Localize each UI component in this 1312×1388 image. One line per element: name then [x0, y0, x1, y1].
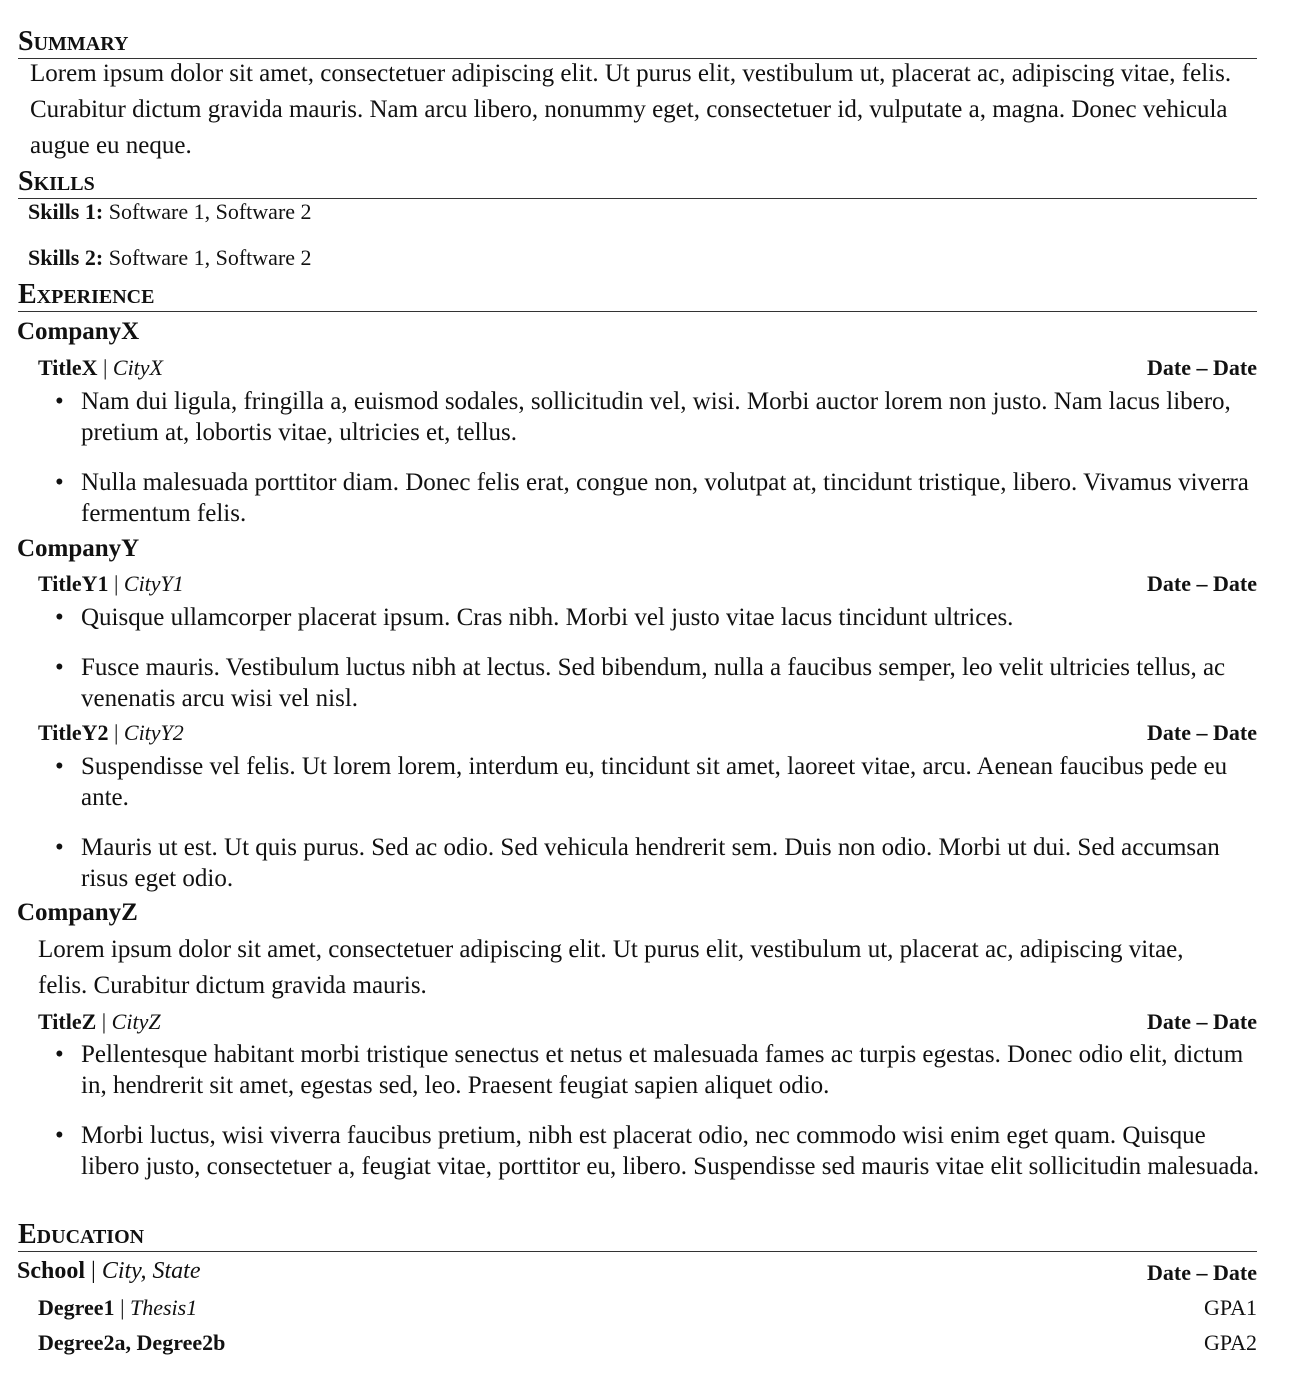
- skills-heading: Skills: [18, 168, 1257, 199]
- role-title: TitleY2: [38, 720, 109, 745]
- bullet-item: [55, 751, 1260, 813]
- bullet-text: Suspendisse vel felis. Ut lorem lorem, interdum eu, tincidunt sit amet, laoreet vitae, arcu. Aenean faucibus pede eu ante.: [81, 753, 1228, 811]
- summary-text: Lorem ipsum dolor sit amet, consectetuer adipiscing elit. Ut purus elit, vestibulum ut, placerat ac, adipiscing vitae, felis. Curabitur dictum gravida mauris. Nam arcu libero, nonummy eget, consectetuer id, vulputate a, magna. Donec vehicula augue eu neque.: [30, 60, 1232, 159]
- bullet-text: Quisque ullamcorper placerat ipsum. Cras nibh. Morbi vel justo vitae lacus tincidunt ultrices.: [81, 604, 1014, 631]
- summary-heading: Summary: [18, 28, 1257, 59]
- bullet-item: [55, 1039, 1260, 1101]
- degree-name: Degree2a, Degree2b: [38, 1330, 226, 1355]
- company-description: Lorem ipsum dolor sit amet, consectetuer adipiscing elit. Ut purus elit, vestibulum ut, placerat ac, adipiscing vitae, felis. Curabitur dictum gravida mauris.: [38, 936, 1184, 999]
- skills-value: Software 1, Software 2: [108, 199, 312, 224]
- bullet-icon: •: [55, 1041, 64, 1068]
- bullet-icon: •: [55, 834, 64, 861]
- role-date: Date – Date: [1147, 355, 1257, 380]
- company-name: CompanyY: [17, 535, 140, 562]
- school-name: School: [17, 1258, 86, 1284]
- skills-value: Software 1, Software 2: [108, 245, 312, 270]
- degree-thesis: Thesis1: [129, 1295, 198, 1320]
- bullet-item: [55, 652, 1260, 714]
- bullet-item: [55, 832, 1260, 894]
- role-title: TitleX: [38, 355, 98, 380]
- role-line: [38, 1009, 161, 1035]
- school-separator: |: [85, 1258, 102, 1284]
- bullet-text: Nulla malesuada porttitor diam. Donec felis erat, congue non, volutpat at, tincidunt tristique, libero. Vivamus viverra fermentum felis.: [81, 469, 1249, 527]
- role-date: Date – Date: [1147, 1009, 1257, 1034]
- role-line: [38, 355, 163, 381]
- education-heading: Education: [18, 1221, 1257, 1252]
- degree-gpa: GPA1: [1204, 1295, 1257, 1320]
- role-city: CityZ: [111, 1009, 161, 1034]
- degree-name: Degree1: [38, 1295, 115, 1320]
- role-title: TitleY1: [38, 571, 109, 596]
- role-line: [38, 720, 184, 746]
- school-line: [17, 1258, 201, 1285]
- role-date: Date – Date: [1147, 720, 1257, 745]
- bullet-icon: •: [55, 654, 64, 681]
- bullet-text: Mauris ut est. Ut quis purus. Sed ac odio. Sed vehicula hendrerit sem. Duis non odio. Morbi ut dui. Sed accumsan risus eget odio.: [81, 834, 1220, 892]
- school-date: Date – Date: [1147, 1260, 1257, 1285]
- role-separator: |: [108, 571, 124, 596]
- role-separator: |: [97, 355, 113, 380]
- role-separator: |: [96, 1009, 112, 1034]
- degree-separator: |: [114, 1295, 130, 1320]
- school-location: City, State: [101, 1258, 201, 1284]
- company-name: CompanyZ: [17, 899, 138, 926]
- bullet-item: [55, 467, 1260, 529]
- skills-row-2: [28, 245, 312, 271]
- skills-row-1: [28, 199, 312, 225]
- bullet-item: [55, 602, 1260, 633]
- skills-label: Skills 1:: [28, 199, 104, 224]
- bullet-icon: •: [55, 469, 64, 496]
- bullet-text: Pellentesque habitant morbi tristique senectus et netus et malesuada fames ac turpis egestas. Donec odio elit, dictum in, hendrerit sit amet, egestas sed, leo. Praesent feugiat sapien aliquet odio.: [81, 1041, 1244, 1099]
- bullet-icon: •: [55, 388, 64, 415]
- role-city: CityY2: [123, 720, 184, 745]
- role-line: [38, 571, 184, 597]
- bullet-icon: •: [55, 753, 64, 780]
- role-separator: |: [108, 720, 124, 745]
- degree-line: [38, 1330, 225, 1356]
- role-title: TitleZ: [38, 1009, 97, 1034]
- bullet-item: [55, 1120, 1260, 1182]
- degree-line: [38, 1295, 197, 1321]
- bullet-text: Nam dui ligula, fringilla a, euismod sodales, sollicitudin vel, wisi. Morbi auctor lorem non justo. Nam lacus libero, pretium at, lobortis vitae, ultricies et, tellus.: [81, 388, 1231, 446]
- degree-gpa: GPA2: [1204, 1330, 1257, 1355]
- company-name: CompanyX: [17, 318, 140, 345]
- role-city: CityX: [112, 355, 163, 380]
- bullet-text: Morbi luctus, wisi viverra faucibus pretium, nibh est placerat odio, nec commodo wisi enim eget quam. Quisque libero justo, consectetuer a, feugiat vitae, porttitor eu, libero. Suspendisse sed mauris vitae elit sollicitudin malesuada.: [81, 1122, 1260, 1180]
- bullet-text: Fusce mauris. Vestibulum luctus nibh at lectus. Sed bibendum, nulla a faucibus semper, leo velit ultricies tellus, ac venenatis arcu wisi vel nisl.: [81, 654, 1226, 712]
- experience-heading: Experience: [18, 281, 1257, 312]
- role-date: Date – Date: [1147, 571, 1257, 596]
- skills-label: Skills 2:: [28, 245, 104, 270]
- bullet-icon: •: [55, 604, 64, 631]
- bullet-item: [55, 386, 1260, 448]
- role-city: CityY1: [123, 571, 184, 596]
- bullet-icon: •: [55, 1122, 64, 1149]
